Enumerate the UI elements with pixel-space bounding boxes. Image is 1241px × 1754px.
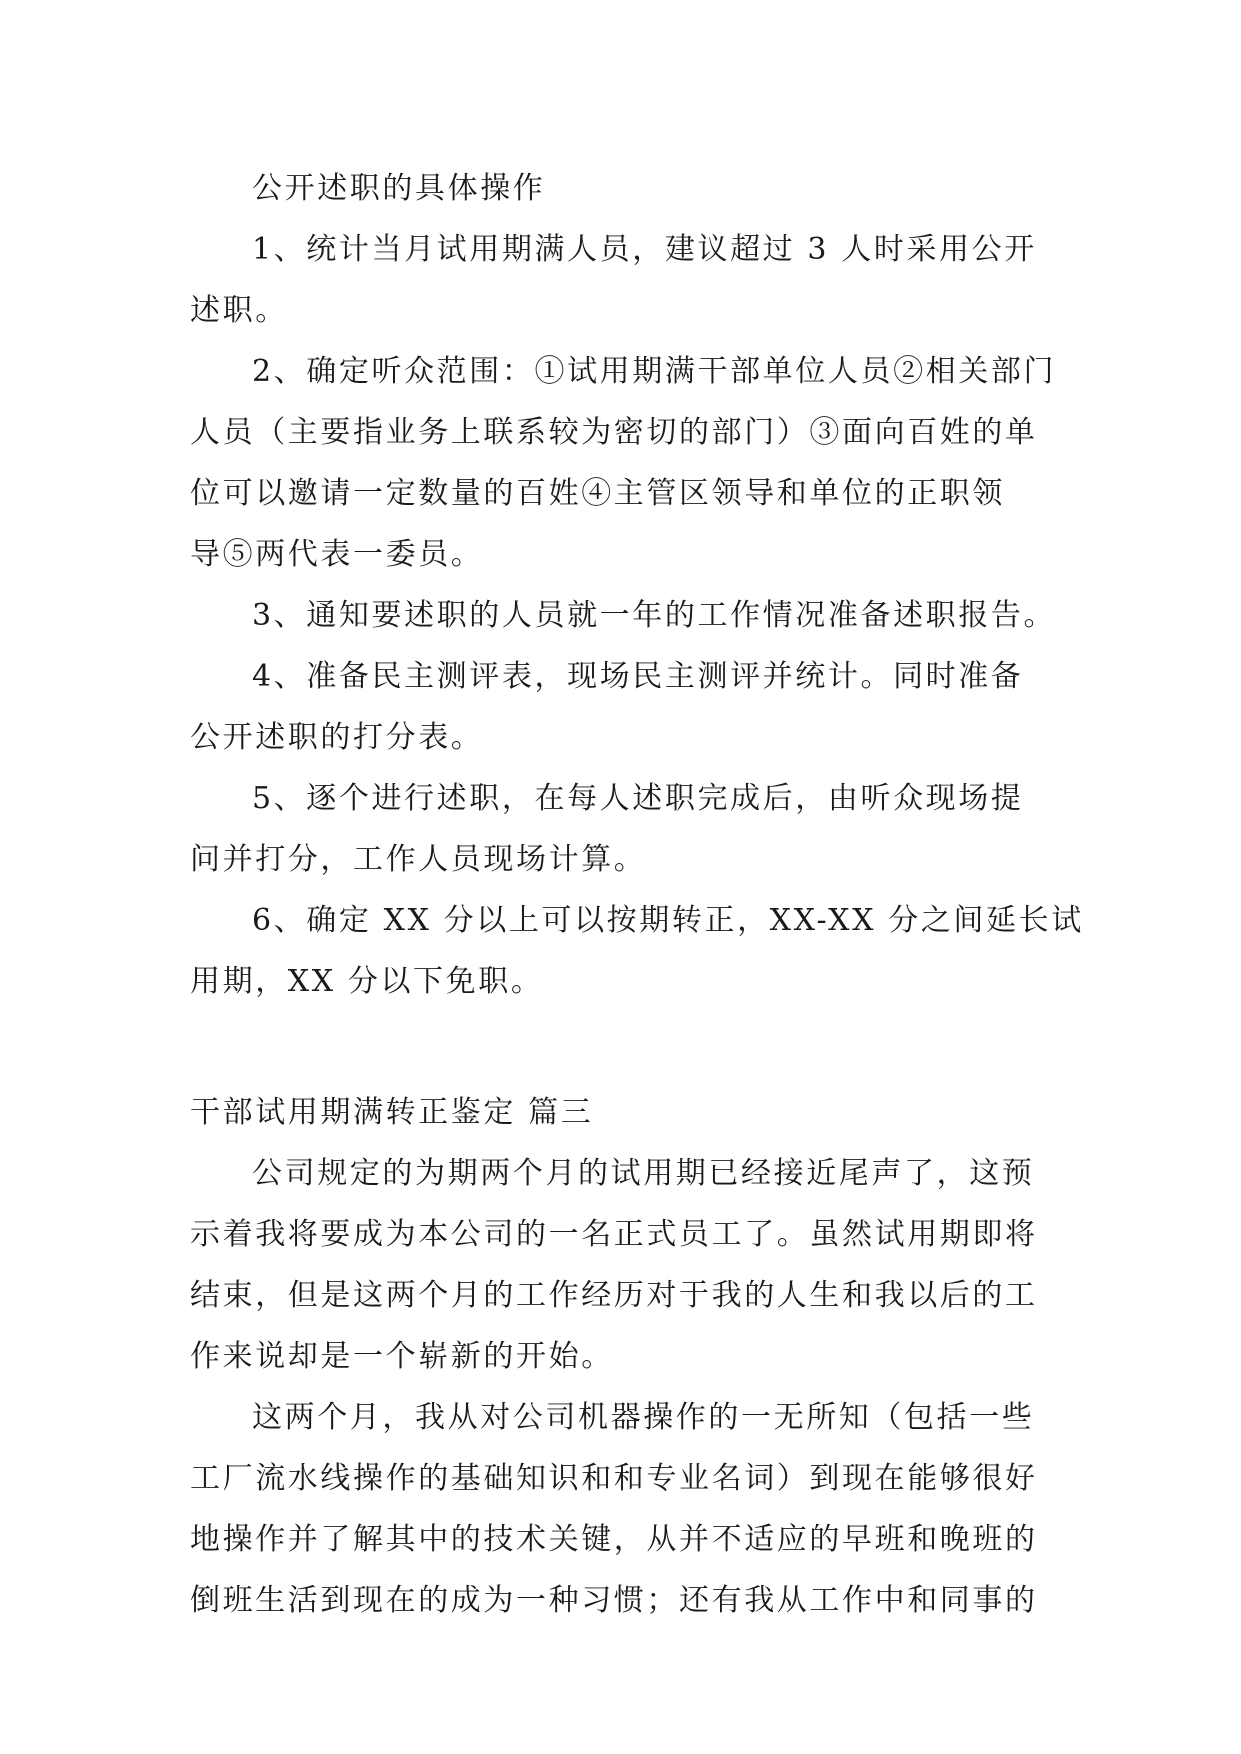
- paragraph-line: 位可以邀请一定数量的百姓④主管区领导和单位的正职领: [190, 476, 1005, 511]
- body-paragraph-2: [190, 1387, 1060, 1631]
- paragraph-line: 人员（主要指业务上联系较为密切的部门）③面向百姓的单: [190, 415, 1038, 450]
- paragraph-line: 6、确定 XX 分以上可以按期转正，XX-XX 分之间延长试: [252, 903, 1084, 938]
- paragraph-line: 工厂流水线操作的基础知识和和专业名词）到现在能够很好: [190, 1461, 1038, 1496]
- paragraph-line: 2、确定听众范围：①试用期满干部单位人员②相关部门: [252, 354, 1057, 389]
- section-spacer: [190, 1012, 1060, 1082]
- paragraph-line: 倒班生活到现在的成为一种习惯；还有我从工作中和同事的: [190, 1583, 1038, 1618]
- list-item-6: [190, 890, 1084, 1012]
- paragraph-line: 示着我将要成为本公司的一名正式员工了。虽然试用期即将: [190, 1217, 1038, 1252]
- paragraph-line: 5、逐个进行述职，在每人述职完成后，由听众现场提: [252, 781, 1024, 816]
- list-item-2: [190, 341, 1060, 585]
- paragraph-line: 公开述职的打分表。: [190, 720, 484, 755]
- body-paragraph-1: [190, 1143, 1060, 1387]
- list-item-4: [190, 646, 1060, 768]
- paragraph-line: 作来说却是一个崭新的开始。: [190, 1339, 614, 1374]
- document-content: [190, 158, 1084, 1631]
- list-item-3: [190, 585, 1060, 646]
- paragraph-line: 述职。: [190, 293, 288, 328]
- paragraph-line: 1、统计当月试用期满人员，建议超过 3 人时采用公开: [252, 232, 1037, 267]
- paragraph-line: 4、准备民主测评表，现场民主测评并统计。同时准备: [252, 659, 1024, 694]
- paragraph-line: 用期，XX 分以下免职。: [190, 964, 544, 999]
- paragraph-line: 地操作并了解其中的技术关键，从并不适应的早班和晚班的: [190, 1522, 1038, 1557]
- list-item-1: [190, 219, 1060, 341]
- paragraph-line: 3、通知要述职的人员就一年的工作情况准备述职报告。: [252, 598, 1057, 633]
- paragraph-line: 导⑤两代表一委员。: [190, 537, 484, 572]
- paragraph-line: 这两个月，我从对公司机器操作的一无所知（包括一些: [252, 1400, 1035, 1435]
- section-title-text: 干部试用期满转正鉴定 篇三: [190, 1095, 594, 1130]
- paragraph-line: 公司规定的为期两个月的试用期已经接近尾声了，这预: [252, 1156, 1035, 1191]
- section-title: [190, 1082, 1060, 1143]
- section-heading: [190, 158, 1060, 219]
- list-item-5: [190, 768, 1060, 890]
- paragraph-line: 结束，但是这两个月的工作经历对于我的人生和我以后的工: [190, 1278, 1038, 1313]
- heading-text: 公开述职的具体操作: [252, 171, 546, 206]
- paragraph-line: 问并打分，工作人员现场计算。: [190, 842, 647, 877]
